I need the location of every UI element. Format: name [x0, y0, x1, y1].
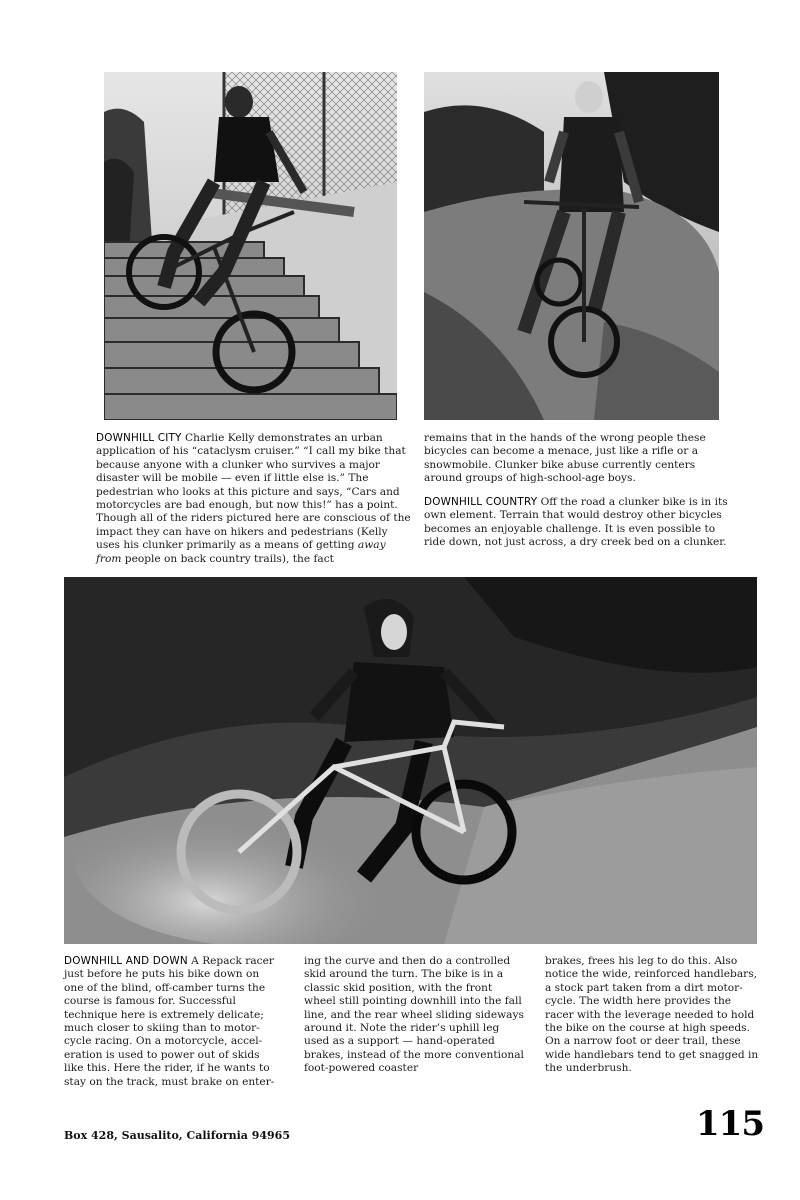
caption-downhill-country — [424, 496, 736, 550]
photo-downhill-city-image — [104, 72, 397, 420]
caption-lead-downhill-country: DOWNHILL COUNTRY — [424, 496, 538, 508]
photo-downhill-country-image — [424, 72, 719, 420]
caption-text-col-1: A Repack racer just before he puts his bike down on one of the blind, off-camber turns the course is famous for. Successful technique here is extremely delicate; much closer to skiing than to motor-cycle racing. On a motorcycle, accel-eration is used to power out of skids like this. Here the rider, if he wants to stay on the track, must brake on enter- — [64, 955, 275, 1088]
caption-downhill-and-down-col-3 — [545, 955, 759, 1076]
caption-lead-downhill-and-down: DOWNHILL AND DOWN — [64, 955, 188, 967]
caption-italic-away-from: away from — [96, 539, 386, 565]
caption-downhill-and-down-col-2 — [304, 955, 526, 1076]
caption-downhill-city-continued — [424, 432, 736, 486]
caption-text-downhill-country: Off the road a clunker bike is in its own element. Terrain that would destroy other bicycles becomes an enjoyable challenge. It is even possible to ride down, not just across, a dry creek bed on a clunker. — [424, 496, 728, 549]
caption-downhill-and-down-col-1 — [64, 955, 278, 1089]
caption-text-downhill-city: Charlie Kelly demonstrates an urban application of his “cataclysm cruiser.” “I call my bike that because anyone with a clunker who survives a major disaster will be mobile — even if little else is.” The pedestrian who looks at this picture and says, “Cars and motorcycles are bad enough, but now this!” has a point. Though all of the riders pictured here are conscious of the impact they can have on hikers and pedestrians (Kelly uses his clunker primarily as a means of getting — [96, 432, 411, 552]
caption-downhill-city — [96, 432, 414, 566]
caption-text-col-3: brakes, frees his leg to do this. Also notice the wide, reinforced handlebars, a stock part taken from a dirt motor-cycle. The width here provides the racer with the leverage needed to hold the bike on the course at high speeds. On a narrow foot or deer trail, these wide handlebars tend to get snagged in the underbrush. — [545, 955, 759, 1075]
footer-address: Box 428, Sausalito, California 94965 — [64, 1129, 290, 1142]
caption-lead-downhill-city: DOWNHILL CITY — [96, 432, 182, 444]
caption-text-downhill-city-continued: remains that in the hands of the wrong people these bicycles can become a menace, just like a rifle or a snowmobile. Clunker bike abuse currently centers around groups of high-school-age boys. — [424, 432, 706, 485]
photo-downhill-country — [424, 72, 719, 420]
page-number: 115 — [696, 1104, 764, 1144]
photo-downhill-and-down-image — [64, 577, 757, 944]
caption-text-downhill-city-end: people on back country trails), the fact — [124, 552, 334, 565]
photo-downhill-city — [104, 72, 397, 420]
caption-text-col-2: ing the curve and then do a controlled skid around the turn. The bike is in a classic skid position, with the front wheel still pointing downhill into the fall line, and the rear wheel sliding sideways around it. Note the rider’s uphill leg used as a support — hand-operated brakes, instead of the more conventional foot-powered coaster — [304, 955, 524, 1075]
photo-downhill-and-down — [64, 577, 757, 944]
